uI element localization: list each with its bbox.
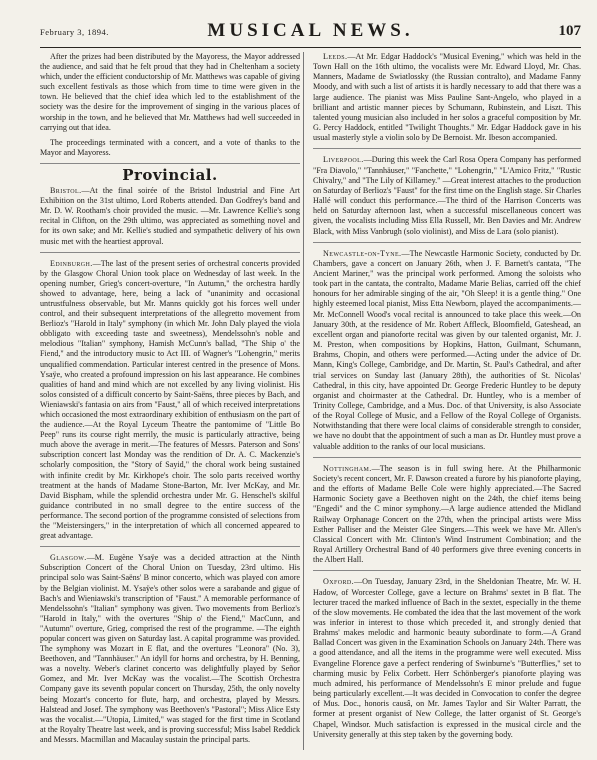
page-number: 107 xyxy=(558,23,581,39)
report-leeds xyxy=(313,52,581,143)
report-bristol xyxy=(40,186,300,247)
report-oxford-text: —On Tuesday, January 23rd, in the Sheldonian Theatre, Mr. W. H. Hadow, of Worcester College, gave a lecture on Brahms' sextet in B flat. The lecturer traced the marked influence of Bach in the sextet, especially in the theme of the slow movements. He combated the idea that the last movement of the work was inferior in interest to those which preceded it, and strongly denied that Brahms' makes melodic and harmonic beauty subordinate to form.—A Grand Ballad Concert was given in the Examination Schools on January 24th. There was a good attendance, and all the items in the programme were well executed. Miss Evangeline Florence gave a perfect rendering of Swinburne's "Butterflies," set to charming music by Felix Corbett. Herr Schönberger's pianoforte playing was much admired, his performance of Mendelssohn's E minor prelude and fugue being particularly excellent.—It was decided in Convocation to confer the degree of Mus. Doc., honoris causâ, on Mr. James Taylor and Sir Walter Parratt, the former at present organist of New College, the latter organist of St. George's Chapel, Windsor. Much satisfaction is expressed in the musical circle and the University generally at this step taken by the governing body. xyxy=(313,577,581,739)
report-nottingham xyxy=(313,464,581,566)
report-newcastle-text: —The Newcastle Harmonic Society, conducted by Dr. Chambers, gave a concert on January 26th, when J. F. Barnett's cantata, "The Ancient Mariner," was the principal work performed. Among the soloists who took part in the cantata, the contralto, Madame Marie Belias, carried off the chief honours for her admirable singing of the air, "Oh Sleep! it is a gentle thing." One highly esteemed local pianist, Miss Etta Newborn, played the accompaniments.—Mr. McConnell Wood's vocal recital is announced to take place this week.—On January 30th, at the residence of Mr. Robert Affleck, Bloomfield, Gateshead, an excellent organ and pianoforte recital was given by our talented organist, Mr. J. M. Preston, when compositions by Hopkins, Hatton, Guilmant, Schumann, Brahms, Chopin, and others were performed.—Acting under the advice of Dr. Mann, King's College, Cambridge, and Dr. Martin, St. Paul's Cathedral, and after trial services on Sunday last (January 28th), the authorities of St. Nicolas' Cathedral, in this city, have appointed Dr. George Frederic Huntley to be deputy organist and choirmaster at the Cathedral. Dr. Huntley, who is a member of Trinity College, Cambridge, and a Mus. Doc. of that University, is also Associate of the Royal College of Music, and a Fellow of the Royal College of Organists. Notwithstanding that there were local claims of considerable strength to consider, we have no doubt that the appointment of such a man as Dr. Huntley must prove a valuable addition to the ranks of our local musicians. xyxy=(313,248,581,451)
cheltenham-prizes-paragraph: After the prizes had been distributed by the Mayoress, the Mayor addressed the audience, and said that he felt proud that they had in Cheltenham a society which, under the efficient conductorship of Mr. Matthews was capable of giving such excellent festivals as those which from time to time were given in the town. He believed that the chief idea which led to the establishment of the society was the desire for the improvement of singing in the various places of worship in the town, and he believed that Mr. Matthews had well succeeded in carrying out that idea. xyxy=(40,52,300,132)
column-divider xyxy=(303,52,304,750)
report-bristol-text: —At the final soirée of the Bristol Industrial and Fine Art Exhibition on the 31st ultimo, Lord Roberts attended. Dan Godfrey's band and Mr. D. W. Rootham's choir provided the music. —Mr. Lawrence Kellie's song recital in Clifton, on the 29th ultimo, was appreciated as something novel and for its own sake; and Mr. Kellie's studied and sympathetic delivery of his own music met with the heartiest approval. xyxy=(40,186,300,246)
section-heading-provincial: Provincial. xyxy=(122,165,218,184)
header-rule xyxy=(40,47,581,48)
place-leeds: Leeds. xyxy=(323,52,348,61)
report-liverpool-text: —During this week the Carl Rosa Opera Company has performed "Fra Diavolo," "Tannhäuser," "Fanchette," "Lohengrin," "L'Amico Fritz," "Rustic Chivalry," and "The Lily of Killarney." —Great interest attaches to the production on Saturday of Berlioz's "Faust" for the first time on the English stage. Sir Charles Hallé will conduct this performance.—The third of the Harrison Concerts was held on Saturday afternoon last, when a successful miscellaneous concert was given, the vocalists including Miss Ella Russell, Mr. Ben Davies and Mr. Andrew Black, with Miss Vanbrugh (solo violinist), and Miss de Lara (solo pianist). xyxy=(313,155,581,236)
place-glasgow: Glasgow. xyxy=(50,553,87,563)
divider xyxy=(313,242,581,243)
report-nottingham-text: —The season is in full swing here. At the Philharmonic Society's recent concert, Mr. F. Dawson created a furore by his pianoforte playing, and the efforts of Madame Belle Cole were highly appreciated.—The Sacred Harmonic Society gave a Beethoven night on the 24th, the chief items being "Engedi" and the C minor symphony.—A large audience attended the Midland Railway Orphanage Concert on the 27th, when the principal artists were Miss Esther Palliser and the Meister Glee Singers.—This week we have Mr. Allen's Classical Concert with Mr. Clinton's Wind Instrument Combination; and the Royal Artillery Orchestral Band of 40 performers give three evening concerts in the Albert Hall. xyxy=(313,463,581,565)
cheltenham-proceedings-paragraph: The proceedings terminated with a concert, and a vote of thanks to the Mayor and Mayoress. xyxy=(40,137,300,157)
report-oxford xyxy=(313,577,581,740)
place-bristol: Bristol. xyxy=(50,186,82,196)
place-liverpool: Liverpool. xyxy=(323,155,364,165)
report-liverpool xyxy=(313,155,581,236)
report-edinburgh-text: —The last of the present series of orchestral concerts provided by the Glasgow Choral Union took place on Wednesday of last week. In the opening number, Grieg's concert-overture, "In Autumn," the orchestra hardly showed to advantage, here, being a lack of "unanimity and occasional untrustfulness observable, but Mr. Manns quickly got his forces well under control, and their subsequent interpretations of the allegretto movement from Berlioz's "Harold in Italy" symphony (in which Mr. John Daly played the viola obbligato with exceeding taste and sweetness), Mendelssohn's noble and melodious "Italian" symphony, Hamish McCunn's ballad, "The Ship o' the Fiend," and the introductory music to Act III. of Wagner's "Lohengrin," merits unqualified commendation. Particular interest centred in the presence of Mons. Ysaÿe, who created a profound impression on his last appearance. He combines qualities of hand and mind which are not excelled by any living violinist. His solos consisted of a difficult concerto by Saint-Saëns, three pieces by Bach, and Wieniawski's fantasia on airs from "Faust," all of which received interpretations which occasioned the most extraordinary exhibition of enthusiasm on the part of the audience.—At the Royal Lyceum Theatre the pantomime of "Little Bo Peep" runs its course right merrily, the music is particularly attractive, being much above the average in merit.—The features of Messrs. Paterson and Sons' subscription concert last Monday was the rendition of Dr. A. C. Mackenzie's scholarly composition, the "Story of Sayid," the choral work being sustained with infinite credit by Mr. Kirkhope's choir. The solo parts received worthy treatment at the hands of Madame Stone-Barton, Mr. Iver McKay, and Mr. David Bispham, while the splendid orchestra under Mr. G. Henschel's skilful guidance contributed in no small degree to the entire success of the performance. The second portion of the programme consisted of selections from the "Meistersingers," in the interpretation of which all concerned appeared to great advantage. xyxy=(40,258,301,541)
divider xyxy=(40,546,300,547)
divider xyxy=(40,163,300,164)
place-edinburgh: Edinburgh. xyxy=(50,258,93,268)
masthead-title: MUSICAL NEWS. xyxy=(207,20,414,41)
divider xyxy=(313,457,581,458)
divider xyxy=(40,252,300,253)
report-glasgow xyxy=(40,553,300,745)
place-oxford: Oxford. xyxy=(323,577,355,587)
right-column xyxy=(313,52,581,745)
report-edinburgh xyxy=(40,259,300,542)
divider xyxy=(313,570,581,571)
report-leeds-text: —At Mr. Edgar Haddock's "Musical Evening," which was held in the Town Hall on the 16th ultimo, the vocalists were Mr. Edward Lloyd, Mr. Chas. Manners, Madame de Swiatlossky (the Russian contralto), and Madame Fanny Moody, and with such a list of artists it is hardly necessary to add that there was a large audience. The pianist was Miss Pauline Sant-Angelo, who played in a brilliant and artistic manner pieces by Schumann, Rubinstein, and Liszt. This talented young musician also included in her solos a graceful composition by Mr. G. Percy Haddock, entitled "Twilight Thoughts." Mr. Edgar Haddock gave in his usual masterly style a violin solo by De Bernoist. Mr. Ibeson accompanied. xyxy=(313,52,581,143)
left-column xyxy=(40,52,300,750)
issue-date: February 3, 1894. xyxy=(40,27,109,37)
report-glasgow-text: —M. Eugène Ysaÿe was a decided attraction at the Ninth Subscription Concert of the Choral Union on Tuesday, 23rd ultimo. His principal solo was Saint-Saëns' B minor concerto, which was played con amore by the Belgian violinist. M. Ysaÿe's other solos were a sarabande and gigue of Bach's and Wieniawski's transcription of "Faust." A memorable performance of Mendelssohn's "Italian" symphony was given. Two movements from Berlioz's "Harold in Italy," with the overtures "Ship o' the Fiend," MacCunn, and "Autumn" overture, Grieg, comprised the rest of the programme. —The eighth popular concert was given on Saturday last. A capital programme was provided. The symphony was Mozart in E flat, and the overtures "Leonora" (No. 3), Beethoven, and "Tannhäuser." An idyll for horns and orchestra, by H. Benning, was a novelty. Weber's clarinet concerto was delightfully played by Señor Gomez, and Mr. Iver McKay was the vocalist.—The Scottish Orchestra Company gave its seventh popular concert on Thursday, 25th, the only novelty being Mozart's concerto for flute, harp, and orchestra, played by Messrs. Halstead and Josef. The symphony was Beethoven's "Pastoral"; Miss Alice Esty was the vocalist.—"Utopia, Limited," was staged for the first time in Scotland at the Royalty Theatre last week, and is proving successful; Miss Isabel Reddick and Messrs. Macmillan and Macaulay sustain the principal parts. xyxy=(40,553,300,744)
report-newcastle xyxy=(313,249,581,452)
divider xyxy=(313,148,581,149)
page-header xyxy=(40,20,581,44)
place-nottingham: Nottingham. xyxy=(323,463,372,473)
place-newcastle: Newcastle-on-Tyne. xyxy=(323,248,402,258)
